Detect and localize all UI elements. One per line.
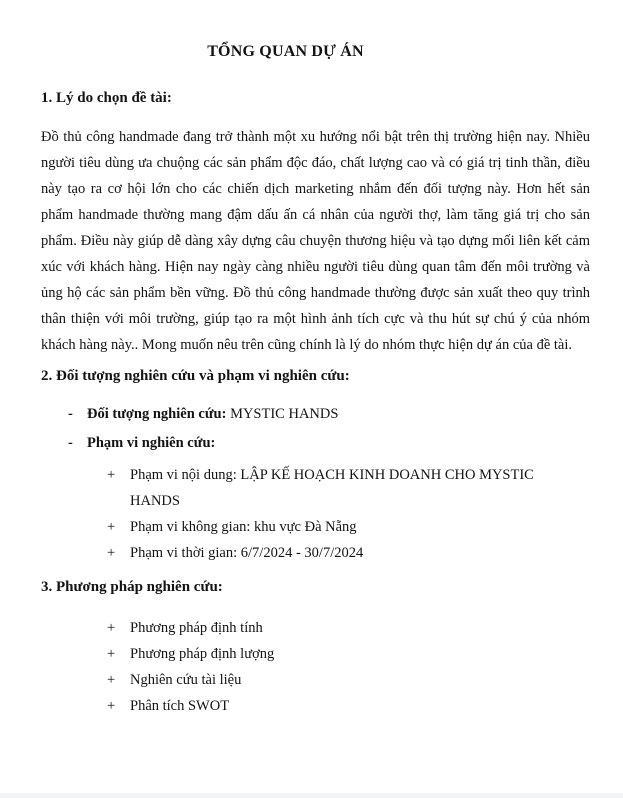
list-item-value: MYSTIC HANDS <box>226 406 339 422</box>
section-method-heading: 3. Phương pháp nghiên cứu: <box>41 579 223 595</box>
page-title: TỔNG QUAN DỰ ÁN <box>207 43 364 60</box>
sub-list-item-text: Phạm vi thời gian: 6/7/2024 - 30/7/2024 <box>130 545 364 561</box>
plus-bullet: + <box>107 620 116 636</box>
sub-list-item-text: Phương pháp định lượng <box>130 646 275 662</box>
section-reason <box>41 89 590 358</box>
plus-bullet: + <box>107 672 116 688</box>
list-item <box>68 404 590 424</box>
sub-list-item <box>107 540 590 566</box>
list-item-label: Đối tượng nghiên cứu: <box>87 406 227 422</box>
section-reason-paragraph: Đồ thủ công handmade đang trở thành một xu hướng nổi bật trên thị trường hiện nay. Nhiều người tiêu dùng ưa chuộng các sản phẩm độc đáo, chất lượng cao và có giá trị tinh thần, điều này tạo ra cơ hội lớn cho các chiến dịch marketing nhắm đến đối tượng này. Hơn hết sản phẩm handmade thường mang đậm dấu ấn cá nhân của người thợ, làm tăng giá trị cho sản phẩm. Điều này giúp dễ dàng xây dựng câu chuyện thương hiệu và tạo dựng mối liên kết cảm xúc với khách hàng. Hiện nay ngày càng nhiều người tiêu dùng quan tâm đến môi trường và ủng hộ các sản phẩm bền vững. Đồ thủ công handmade thường được sản xuất theo quy trình thân thiện với môi trường, giúp tạo ra một hình ảnh tích cực và thu hút sự chú ý của nhóm khách hàng này.. Mong muốn nêu trên cũng chính là lý do nhóm thực hiện dự án của đề tài. <box>41 129 590 353</box>
list-item-text <box>87 404 338 424</box>
section-scope-heading: 2. Đối tượng nghiên cứu và phạm vi nghiên cứu: <box>41 368 350 384</box>
plus-bullet: + <box>107 519 116 535</box>
list-item <box>68 433 590 453</box>
section-reason-heading: 1. Lý do chọn đề tài: <box>41 90 172 106</box>
plus-bullet: + <box>107 545 116 561</box>
sub-list-item-text: Phạm vi nội dung: LẬP KẾ HOẠCH KINH DOANH CHO MYSTIC HANDS <box>130 467 534 509</box>
sub-list-item <box>107 693 590 719</box>
sub-list-item-text: Nghiên cứu tài liệu <box>130 672 242 688</box>
sub-list-item <box>107 462 590 514</box>
sub-list-item <box>107 667 590 693</box>
dash-bullet: - <box>68 406 73 422</box>
plus-bullet: + <box>107 698 116 714</box>
list-item-text <box>87 433 215 453</box>
sub-list-item <box>107 514 590 540</box>
list-item-label: Phạm vi nghiên cứu: <box>87 435 216 451</box>
plus-bullet: + <box>107 646 116 662</box>
section-method <box>41 578 590 719</box>
sub-list-item <box>107 615 590 641</box>
dash-bullet: - <box>68 435 73 451</box>
sub-list-item <box>107 641 590 667</box>
sub-list-item-text: Phương pháp định tính <box>130 620 263 636</box>
page-bottom-edge <box>0 793 623 798</box>
section-scope <box>41 367 590 566</box>
plus-bullet: + <box>107 467 116 483</box>
sub-list-item-text: Phạm vi không gian: khu vực Đà Nẵng <box>130 519 357 535</box>
sub-list-item-text: Phân tích SWOT <box>130 698 230 714</box>
